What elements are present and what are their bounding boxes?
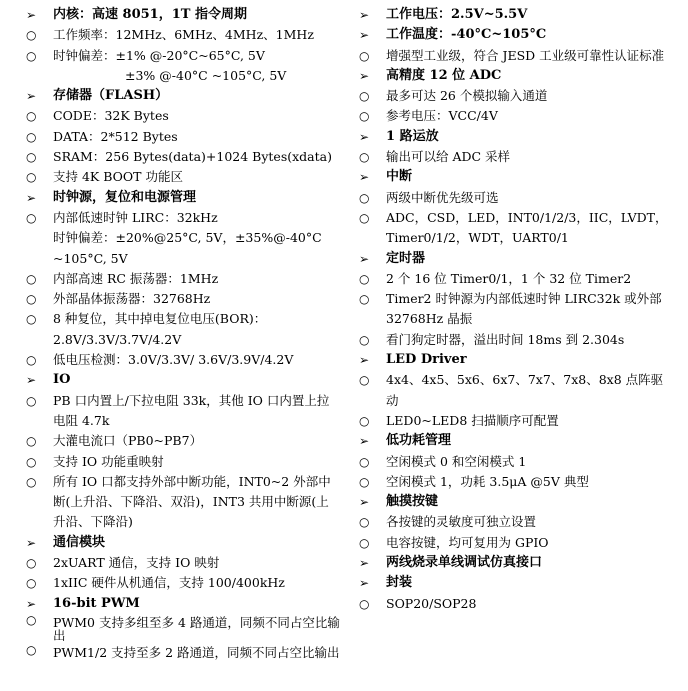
list-item xyxy=(26,553,341,573)
circle-bullet-icon: ○ xyxy=(26,170,37,185)
circle-bullet-icon: ○ xyxy=(359,454,370,469)
circle-bullet-icon: ○ xyxy=(359,150,370,165)
list-item xyxy=(359,472,669,492)
item-text: 所有 IO 口都支持外部中断功能，INT0~2 外部中断(上升沿、下降沿、双沿)，INT3 共用中断源(上升沿、下降沿) xyxy=(53,473,331,530)
arrow-bullet-icon: ➢ xyxy=(26,535,37,550)
section-heading xyxy=(359,573,669,593)
item-text: PWM0 支持多组至多 4 路通道，同频不同占空比输出 xyxy=(53,614,340,643)
circle-bullet-icon: ○ xyxy=(26,109,37,124)
heading-text: 通信模块 xyxy=(53,534,106,550)
heading-text: 低功耗管理 xyxy=(386,433,452,449)
circle-bullet-icon: ○ xyxy=(26,642,37,657)
right-feature-column xyxy=(359,5,669,614)
heading-text: 1 路运放 xyxy=(386,128,439,144)
item-text: 支持 IO 功能重映射 xyxy=(53,453,164,469)
section-heading xyxy=(359,553,669,573)
circle-bullet-icon: ○ xyxy=(26,271,37,286)
list-item xyxy=(26,350,341,370)
list-item xyxy=(26,127,341,147)
item-text: 支持 4K BOOT 功能区 xyxy=(53,169,183,185)
list-item xyxy=(359,289,669,330)
arrow-bullet-icon: ➢ xyxy=(26,596,37,611)
item-text: 2xUART 通信，支持 IO 映射 xyxy=(53,555,220,571)
item-text: 时钟偏差：±1% @-20°C~65°C, 5V xyxy=(53,47,265,63)
section-heading xyxy=(26,86,341,106)
arrow-bullet-icon: ➢ xyxy=(26,373,37,388)
circle-bullet-icon: ○ xyxy=(359,271,370,286)
heading-text: 中断 xyxy=(386,169,413,185)
item-text: 输出可以给 ADC 采样 xyxy=(386,149,511,165)
item-text: 空闲模式 0 和空闲模式 1 xyxy=(386,453,527,469)
list-item xyxy=(359,512,669,532)
item-text: 4x4、4x5、5x6、6x7、7x7、7x8、8x8 点阵驱动 xyxy=(386,372,664,408)
list-item xyxy=(359,411,669,431)
list-item xyxy=(359,188,669,208)
section-heading xyxy=(359,127,669,147)
circle-bullet-icon: ○ xyxy=(26,48,37,63)
circle-bullet-icon: ○ xyxy=(359,190,370,205)
item-text: 大灌电流口（PB0~PB7） xyxy=(53,433,203,449)
list-item xyxy=(26,452,341,472)
item-text: PWM1/2 支持至多 2 路通道，同频不同占空比输出 xyxy=(53,644,340,660)
heading-text: 定时器 xyxy=(386,250,426,266)
item-text: SOP20/SOP28 xyxy=(386,595,477,611)
list-item xyxy=(26,289,341,309)
list-item xyxy=(359,106,669,126)
item-text: 参考电压：VCC/4V xyxy=(386,108,498,124)
circle-bullet-icon: ○ xyxy=(26,612,37,627)
circle-bullet-icon: ○ xyxy=(359,332,370,347)
list-item xyxy=(26,614,341,644)
item-text: 内部低速时钟 LIRC：32kHz xyxy=(53,209,218,225)
section-heading xyxy=(26,594,341,614)
heading-text: 16-bit PWM xyxy=(53,595,140,611)
item-text: ADC，CSD，LED，INT0/1/2/3，IIC，LVDT，Timer0/1/2，WDT，UART0/1 xyxy=(386,209,668,246)
item-text: 看门狗定时器，溢出时间 18ms 到 2.304s xyxy=(386,331,625,347)
item-text: 电容按键，均可复用为 GPIO xyxy=(386,534,549,550)
heading-text: 触摸按键 xyxy=(386,494,439,510)
section-heading xyxy=(359,249,669,269)
item-continuation-text: ±3% @-40°C ~105°C, 5V xyxy=(125,67,287,83)
list-item xyxy=(359,269,669,289)
left-feature-column xyxy=(26,5,341,661)
section-heading xyxy=(359,66,669,86)
circle-bullet-icon: ○ xyxy=(26,210,37,225)
heading-text: 时钟源，复位和电源管理 xyxy=(53,189,197,205)
item-text: 工作频率：12MHz、6MHz、4MHz、1MHz xyxy=(53,27,314,43)
item-text: 1xIIC 硬件从机通信，支持 100/400kHz xyxy=(53,575,285,591)
item-text: 外部晶体振荡器：32768Hz xyxy=(53,291,211,307)
arrow-bullet-icon: ➢ xyxy=(359,170,370,185)
list-item xyxy=(359,330,669,350)
list-item xyxy=(359,208,669,249)
section-heading xyxy=(359,167,669,187)
arrow-bullet-icon: ➢ xyxy=(26,190,37,205)
list-item xyxy=(26,431,341,451)
arrow-bullet-icon: ➢ xyxy=(359,556,370,571)
circle-bullet-icon: ○ xyxy=(359,48,370,63)
list-item xyxy=(359,533,669,553)
list-item xyxy=(26,46,341,87)
circle-bullet-icon: ○ xyxy=(359,535,370,550)
circle-bullet-icon: ○ xyxy=(26,150,37,165)
section-heading xyxy=(359,350,669,370)
item-continuation-text: 时钟偏差：±20%@25°C, 5V，±35%@-40°C ~105°C, 5V xyxy=(53,230,322,266)
heading-text: IO xyxy=(53,372,71,388)
item-text: 空闲模式 1，功耗 3.5μA @5V 典型 xyxy=(386,473,589,489)
list-item xyxy=(359,46,669,66)
item-text: 最多可达 26 个模拟输入通道 xyxy=(386,88,548,104)
item-text: DATA：2*512 Bytes xyxy=(53,128,178,144)
item-text: 内部高速 RC 振荡器：1MHz xyxy=(53,270,219,286)
list-item xyxy=(26,208,341,269)
list-item xyxy=(26,573,341,593)
list-item xyxy=(26,106,341,126)
section-heading xyxy=(26,533,341,553)
circle-bullet-icon: ○ xyxy=(26,454,37,469)
circle-bullet-icon: ○ xyxy=(26,474,37,489)
circle-bullet-icon: ○ xyxy=(359,210,370,225)
circle-bullet-icon: ○ xyxy=(359,292,370,307)
circle-bullet-icon: ○ xyxy=(359,373,370,388)
section-heading xyxy=(359,492,669,512)
heading-text: 工作电压：2.5V~5.5V xyxy=(386,7,528,22)
circle-bullet-icon: ○ xyxy=(26,129,37,144)
circle-bullet-icon: ○ xyxy=(26,292,37,307)
list-item xyxy=(26,25,341,45)
circle-bullet-icon: ○ xyxy=(26,556,37,571)
arrow-bullet-icon: ➢ xyxy=(26,89,37,104)
circle-bullet-icon: ○ xyxy=(26,576,37,591)
list-item xyxy=(359,147,669,167)
circle-bullet-icon: ○ xyxy=(26,393,37,408)
circle-bullet-icon: ○ xyxy=(359,474,370,489)
heading-text: LED Driver xyxy=(386,352,467,368)
heading-text: 两线烧录单线调试仿真接口 xyxy=(386,555,543,571)
item-text: 8 种复位，其中掉电复位电压(BOR)：2.8V/3.3V/3.7V/4.2V xyxy=(53,311,267,347)
list-item xyxy=(26,269,341,289)
arrow-bullet-icon: ➢ xyxy=(359,495,370,510)
list-item xyxy=(359,452,669,472)
arrow-bullet-icon: ➢ xyxy=(359,251,370,266)
arrow-bullet-icon: ➢ xyxy=(359,353,370,368)
heading-text: 封装 xyxy=(386,575,413,591)
item-text: SRAM：256 Bytes(data)+1024 Bytes(xdata) xyxy=(53,149,332,165)
heading-text: 存储器（FLASH） xyxy=(53,88,169,104)
section-heading xyxy=(359,5,669,25)
item-text: 增强型工业级，符合 JESD 工业级可靠性认证标准 xyxy=(386,47,665,63)
item-text: PB 口内置上/下拉电阻 33k，其他 IO 口内置上拉电阻 4.7k xyxy=(53,392,330,428)
arrow-bullet-icon: ➢ xyxy=(26,8,37,22)
circle-bullet-icon: ○ xyxy=(359,89,370,104)
arrow-bullet-icon: ➢ xyxy=(359,434,370,449)
section-heading xyxy=(26,370,341,390)
arrow-bullet-icon: ➢ xyxy=(359,8,370,22)
circle-bullet-icon: ○ xyxy=(359,413,370,428)
list-item xyxy=(26,309,341,350)
circle-bullet-icon: ○ xyxy=(26,434,37,449)
list-item xyxy=(359,594,669,614)
circle-bullet-icon: ○ xyxy=(359,596,370,611)
arrow-bullet-icon: ➢ xyxy=(359,28,370,43)
item-text: Timer2 时钟源为内部低速时钟 LIRC32k 或外部 32768Hz 晶振 xyxy=(386,291,662,327)
list-item xyxy=(26,167,341,187)
section-heading xyxy=(359,25,669,45)
heading-text: 内核：高速 8051，1T 指令周期 xyxy=(53,7,247,22)
arrow-bullet-icon: ➢ xyxy=(359,68,370,83)
section-heading xyxy=(26,188,341,208)
arrow-bullet-icon: ➢ xyxy=(359,129,370,144)
item-text: 各按键的灵敏度可独立设置 xyxy=(386,514,537,530)
list-item xyxy=(26,644,341,661)
list-item xyxy=(359,86,669,106)
circle-bullet-icon: ○ xyxy=(359,109,370,124)
item-text: CODE：32K Bytes xyxy=(53,108,169,124)
circle-bullet-icon: ○ xyxy=(26,353,37,368)
list-item xyxy=(26,147,341,167)
heading-text: 工作温度：-40°C~105°C xyxy=(386,27,547,43)
circle-bullet-icon: ○ xyxy=(359,515,370,530)
item-text: 2 个 16 位 Timer0/1，1 个 32 位 Timer2 xyxy=(386,270,632,286)
circle-bullet-icon: ○ xyxy=(26,312,37,327)
list-item xyxy=(359,370,669,411)
list-item xyxy=(26,472,341,533)
list-item xyxy=(26,391,341,432)
section-heading xyxy=(359,431,669,451)
item-text: 低电压检测：3.0V/3.3V/ 3.6V/3.9V/4.2V xyxy=(53,352,294,368)
arrow-bullet-icon: ➢ xyxy=(359,576,370,591)
heading-text: 高精度 12 位 ADC xyxy=(386,67,502,83)
section-heading xyxy=(26,5,341,25)
circle-bullet-icon: ○ xyxy=(26,28,37,43)
item-text: 两级中断优先级可选 xyxy=(386,189,499,205)
item-text: LED0~LED8 扫描顺序可配置 xyxy=(386,412,559,428)
